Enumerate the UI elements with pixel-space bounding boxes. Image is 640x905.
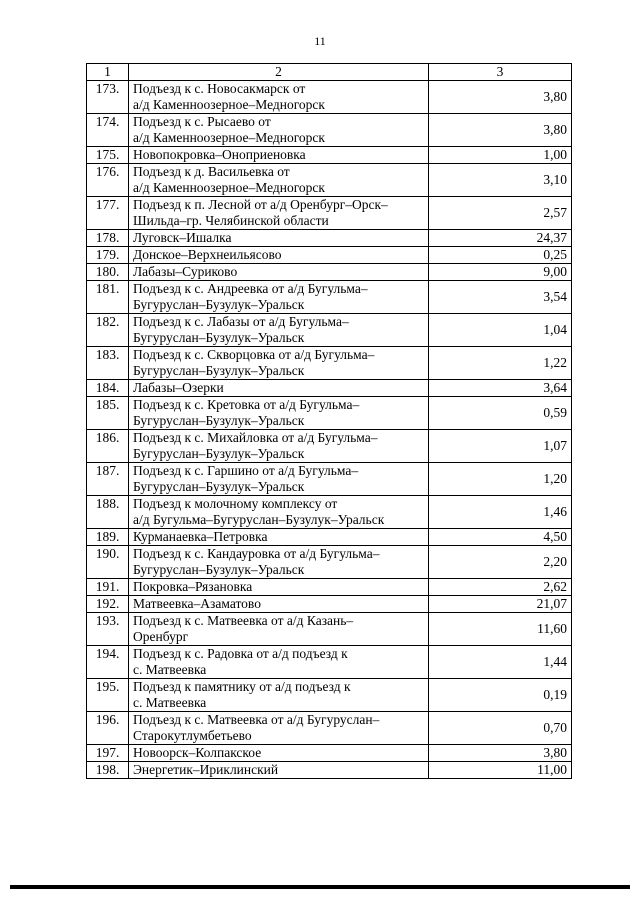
road-name-line: Матвеевка–Азаматово xyxy=(133,596,261,611)
row-number: 186. xyxy=(87,430,129,463)
road-length: 2,57 xyxy=(429,197,572,230)
table-row xyxy=(87,197,572,230)
roads-table xyxy=(86,63,572,779)
table-row xyxy=(87,314,572,347)
table-row xyxy=(87,762,572,779)
road-name xyxy=(129,430,429,463)
road-length: 0,59 xyxy=(429,397,572,430)
road-name xyxy=(129,546,429,579)
road-name xyxy=(129,281,429,314)
row-number: 198. xyxy=(87,762,129,779)
road-name xyxy=(129,579,429,596)
road-name xyxy=(129,264,429,281)
table-row xyxy=(87,596,572,613)
row-number: 177. xyxy=(87,197,129,230)
header-col-3: 3 xyxy=(429,64,572,81)
table-row xyxy=(87,546,572,579)
road-name-line: Подъезд к д. Васильевка от xyxy=(133,164,290,179)
row-number: 185. xyxy=(87,397,129,430)
road-length: 3,54 xyxy=(429,281,572,314)
road-length: 9,00 xyxy=(429,264,572,281)
table-row xyxy=(87,712,572,745)
road-length: 1,44 xyxy=(429,646,572,679)
row-number: 195. xyxy=(87,679,129,712)
road-name xyxy=(129,679,429,712)
table-row xyxy=(87,579,572,596)
road-name-line: Подъезд к с. Лабазы от а/д Бугульма– xyxy=(133,314,349,329)
road-name xyxy=(129,529,429,546)
road-length: 1,22 xyxy=(429,347,572,380)
road-name-line: Бугуруслан–Бузулук–Уральск xyxy=(133,363,305,378)
row-number: 192. xyxy=(87,596,129,613)
road-name-line: Подъезд к с. Радовка от а/д подъезд к xyxy=(133,646,348,661)
page-number: 11 xyxy=(314,34,326,48)
row-number: 183. xyxy=(87,347,129,380)
road-length: 11,60 xyxy=(429,613,572,646)
road-name xyxy=(129,596,429,613)
table-row xyxy=(87,679,572,712)
road-name-line: а/д Каменноозерное–Медногорск xyxy=(133,130,325,145)
row-number: 187. xyxy=(87,463,129,496)
table-row xyxy=(87,745,572,762)
road-name xyxy=(129,646,429,679)
row-number: 181. xyxy=(87,281,129,314)
road-length: 2,62 xyxy=(429,579,572,596)
road-name xyxy=(129,712,429,745)
road-name xyxy=(129,314,429,347)
row-number: 179. xyxy=(87,247,129,264)
table-row xyxy=(87,264,572,281)
row-number: 178. xyxy=(87,230,129,247)
table-row xyxy=(87,281,572,314)
road-length: 1,20 xyxy=(429,463,572,496)
road-name-line: Энергетик–Ириклинский xyxy=(133,762,279,777)
road-name xyxy=(129,164,429,197)
row-number: 196. xyxy=(87,712,129,745)
road-name-line: Подъезд к п. Лесной от а/д Оренбург–Орск– xyxy=(133,197,388,212)
row-number: 194. xyxy=(87,646,129,679)
table-row xyxy=(87,613,572,646)
row-number: 184. xyxy=(87,380,129,397)
road-length: 3,80 xyxy=(429,745,572,762)
road-name-line: Подъезд к с. Андреевка от а/д Бугульма– xyxy=(133,281,368,296)
road-name xyxy=(129,247,429,264)
table-header xyxy=(87,64,572,81)
road-name-line: а/д Каменноозерное–Медногорск xyxy=(133,180,325,195)
road-name-line: Подъезд к с. Гаршино от а/д Бугульма– xyxy=(133,463,359,478)
table-row xyxy=(87,496,572,529)
road-length: 0,70 xyxy=(429,712,572,745)
road-name xyxy=(129,397,429,430)
table-row xyxy=(87,463,572,496)
header-col-1: 1 xyxy=(87,64,129,81)
table-row xyxy=(87,430,572,463)
road-name-line: Новоорск–Колпакское xyxy=(133,745,262,760)
road-length: 0,19 xyxy=(429,679,572,712)
road-name-line: Луговск–Ишалка xyxy=(133,230,232,245)
row-number: 174. xyxy=(87,114,129,147)
road-name-line: Подъезд к молочному комплексу от xyxy=(133,496,338,511)
road-length: 1,04 xyxy=(429,314,572,347)
table-row xyxy=(87,164,572,197)
road-length: 3,80 xyxy=(429,81,572,114)
road-name-line: Бугуруслан–Бузулук–Уральск xyxy=(133,413,305,428)
road-length: 1,46 xyxy=(429,496,572,529)
table-row xyxy=(87,81,572,114)
road-name-line: Бугуруслан–Бузулук–Уральск xyxy=(133,562,305,577)
road-name-line: Покровка–Рязановка xyxy=(133,579,253,594)
row-number: 191. xyxy=(87,579,129,596)
road-name xyxy=(129,347,429,380)
road-name xyxy=(129,613,429,646)
road-name-line: Бугуруслан–Бузулук–Уральск xyxy=(133,330,305,345)
road-name-line: Лабазы–Озерки xyxy=(133,380,224,395)
header-row xyxy=(87,64,572,81)
road-length: 3,80 xyxy=(429,114,572,147)
road-length: 1,07 xyxy=(429,430,572,463)
road-length: 4,50 xyxy=(429,529,572,546)
road-name-line: Подъезд к с. Матвеевка от а/д Казань– xyxy=(133,613,354,628)
road-name xyxy=(129,463,429,496)
bottom-rule xyxy=(10,885,630,889)
table-row xyxy=(87,114,572,147)
road-name xyxy=(129,114,429,147)
road-name-line: Курманаевка–Петровка xyxy=(133,529,268,544)
road-length: 1,00 xyxy=(429,147,572,164)
road-name-line: с. Матвеевка xyxy=(133,662,207,677)
road-name-line: Подъезд к с. Михайловка от а/д Бугульма– xyxy=(133,430,378,445)
table-row xyxy=(87,247,572,264)
table-row xyxy=(87,380,572,397)
road-name-line: с. Матвеевка xyxy=(133,695,207,710)
road-name-line: Подъезд к памятнику от а/д подъезд к xyxy=(133,679,351,694)
table-row xyxy=(87,347,572,380)
row-number: 176. xyxy=(87,164,129,197)
road-length: 3,10 xyxy=(429,164,572,197)
road-name-line: Бугуруслан–Бузулук–Уральск xyxy=(133,297,305,312)
road-name xyxy=(129,230,429,247)
row-number: 188. xyxy=(87,496,129,529)
table-row xyxy=(87,147,572,164)
row-number: 173. xyxy=(87,81,129,114)
road-name xyxy=(129,81,429,114)
row-number: 180. xyxy=(87,264,129,281)
road-length: 11,00 xyxy=(429,762,572,779)
road-name-line: Подъезд к с. Новосакмарск от xyxy=(133,81,306,96)
road-name xyxy=(129,380,429,397)
road-name-line: Бугуруслан–Бузулук–Уральск xyxy=(133,446,305,461)
row-number: 190. xyxy=(87,546,129,579)
table-row xyxy=(87,529,572,546)
road-name xyxy=(129,745,429,762)
road-name xyxy=(129,147,429,164)
road-name-line: Бугуруслан–Бузулук–Уральск xyxy=(133,479,305,494)
table-row xyxy=(87,230,572,247)
road-name xyxy=(129,496,429,529)
row-number: 193. xyxy=(87,613,129,646)
road-length: 3,64 xyxy=(429,380,572,397)
road-name-line: Подъезд к с. Кретовка от а/д Бугульма– xyxy=(133,397,360,412)
row-number: 175. xyxy=(87,147,129,164)
road-name-line: Оренбург xyxy=(133,629,189,644)
table-row xyxy=(87,646,572,679)
road-length: 0,25 xyxy=(429,247,572,264)
row-number: 182. xyxy=(87,314,129,347)
row-number: 197. xyxy=(87,745,129,762)
road-name-line: Лабазы–Суриково xyxy=(133,264,238,279)
road-name-line: а/д Каменноозерное–Медногорск xyxy=(133,97,325,112)
road-name xyxy=(129,197,429,230)
table-body xyxy=(87,81,572,779)
road-length: 21,07 xyxy=(429,596,572,613)
road-length: 24,37 xyxy=(429,230,572,247)
road-name-line: Шильда–гр. Челябинской области xyxy=(133,213,329,228)
road-name-line: Подъезд к с. Кандауровка от а/д Бугульма– xyxy=(133,546,380,561)
header-col-2: 2 xyxy=(129,64,429,81)
road-name-line: Донское–Верхнеильясово xyxy=(133,247,282,262)
row-number: 189. xyxy=(87,529,129,546)
road-name-line: Подъезд к с. Скворцовка от а/д Бугульма– xyxy=(133,347,375,362)
road-name-line: Подъезд к с. Матвеевка от а/д Бугуруслан– xyxy=(133,712,380,727)
road-length: 2,20 xyxy=(429,546,572,579)
road-name-line: Новопокровка–Оноприеновка xyxy=(133,147,306,162)
road-name-line: Старокутлумбетьево xyxy=(133,728,252,743)
road-name-line: Подъезд к с. Рысаево от xyxy=(133,114,271,129)
road-name xyxy=(129,762,429,779)
road-name-line: а/д Бугульма–Бугуруслан–Бузулук–Уральск xyxy=(133,512,385,527)
table-row xyxy=(87,397,572,430)
